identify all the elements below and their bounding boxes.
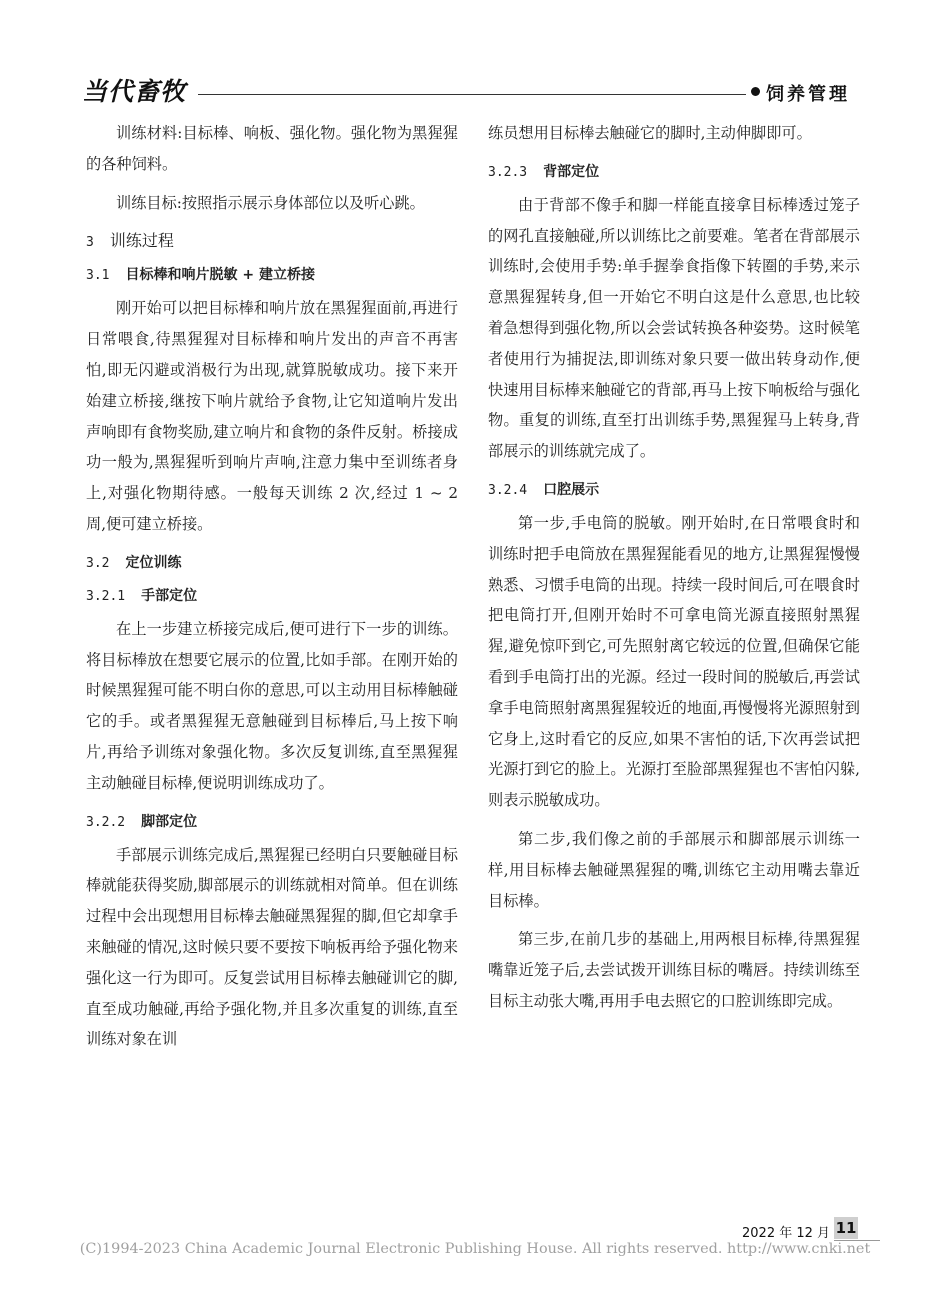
- heading-title: 训练过程: [109, 231, 174, 251]
- heading-title: 定位训练: [125, 554, 182, 571]
- right-column: [488, 118, 860, 1025]
- heading-title: 手部定位: [141, 587, 198, 604]
- heading-number: 3.2.4: [488, 482, 528, 498]
- paragraph-step-two: 第二步,我们像之前的手部展示和脚部展示训练一样,用目标棒去触碰黑猩猩的嘴,训练它主动用嘴去靠近目标棒。: [488, 829, 860, 910]
- heading-title: 背部定位: [543, 163, 600, 180]
- header-rule: [198, 94, 746, 95]
- paragraph-training-goal: 训练目标:按照指示展示身体部位以及听心跳。: [116, 193, 425, 212]
- heading-title: 目标棒和响片脱敏 + 建立桥接: [125, 267, 315, 284]
- section-title: 饲养管理: [766, 84, 850, 105]
- issue-date: 2022 年 12 月: [742, 1226, 831, 1241]
- heading-section-3: [86, 226, 458, 258]
- heading-title: 口腔展示: [543, 481, 600, 498]
- paragraph-step-one: 第一步,手电筒的脱敏。刚开始时,在日常喂食时和训练时把手电筒放在黑猩猩能看见的地方,让黑猩猩慢慢熟悉、习惯手电筒的出现。持续一段时间后,可在喂食时把电筒打开,但刚开始时不可拿电筒光源直接照射黑猩猩,避免惊吓到它,可先照射离它较远的位置,但确保它能看到手电筒打出的光源。经过一段时间的脱敏后,再尝试拿手电筒照射离黑猩猩较近的地面,再慢慢将光源照射到它身上,这时看它的反应,如果不害怕的话,下次再尝试把光源打到它的脸上。光源打至脸部黑猩猩也不害怕闪躲,则表示脱敏成功。: [488, 513, 860, 810]
- heading-section-3-2-4: [488, 475, 860, 506]
- bullet-icon: [751, 87, 760, 96]
- heading-number: 3.2.2: [86, 814, 126, 830]
- journal-logo: 当代畜牧: [82, 77, 187, 106]
- paragraph-hand-targeting: 在上一步建立桥接完成后,便可进行下一步的训练。将目标棒放在想要它展示的位置,比如手部。在刚开始的时候黑猩猩可能不明白你的意思,可以主动用目标棒触碰它的手。或者黑猩猩无意触碰到目标棒后,马上按下响片,再给予训练对象强化物。多次反复训练,直至黑猩猩主动触碰目标棒,便说明训练成功了。: [86, 619, 458, 792]
- heading-section-3-2-3: [488, 157, 860, 188]
- heading-number: 3.1: [86, 268, 110, 284]
- heading-number: 3: [86, 235, 94, 251]
- paragraph-bridging: 刚开始可以把目标棒和响片放在黑猩猩面前,再进行日常喂食,待黑猩猩对目标棒和响片发出的声音不再害怕,即无闪避或消极行为出现,就算脱敏成功。接下来开始建立桥接,继按下响片就给予食物,让它知道响片发出声响即有食物奖励,建立响片和食物的条件反射。桥接成功一般为,黑猩猩听到响片声响,注意力集中至训练者身上,对强化物期待感。一般每天训练 2 次,经过 1 ~ 2 周,便可建立桥接。: [86, 299, 458, 533]
- heading-number: 3.2.3: [488, 164, 528, 180]
- heading-title: 脚部定位: [141, 813, 198, 830]
- paragraph-training-materials: 训练材料:目标棒、响板、强化物。强化物为黑猩猩的各种饲料。: [86, 124, 458, 173]
- left-column: [86, 118, 458, 1063]
- heading-section-3-2-1: [86, 581, 458, 612]
- heading-number: 3.2.1: [86, 588, 126, 604]
- page-number: 11: [835, 1219, 857, 1237]
- heading-section-3-2: [86, 548, 458, 579]
- paragraph-foot-targeting-cont: 练员想用目标棒去触碰它的脚时,主动伸脚即可。: [488, 124, 812, 142]
- paragraph-foot-targeting: 手部展示训练完成后,黑猩猩已经明白只要触碰目标棒就能获得奖励,脚部展示的训练就相对简单。但在训练过程中会出现想用目标棒去触碰黑猩猩的脚,但它却拿手来触碰的情况,这时候只要不要按下响板再给予强化物来强化这一行为即可。反复尝试用目标棒去触碰训它的脚,直至成功触碰,再给予强化物,并且多次重复的训练,直至训练对象在训: [86, 845, 458, 1049]
- copyright-notice: (C)1994-2023 China Academic Journal Electronic Publishing House. All rights reserved. http://www.cnki.net: [79, 1241, 871, 1257]
- heading-number: 3.2: [86, 555, 110, 571]
- paragraph-back-targeting: 由于背部不像手和脚一样能直接拿目标棒透过笼子的网孔直接触碰,所以训练比之前要难。笔者在背部展示训练时,会使用手势:单手握拳食指像下转圈的手势,来示意黑猩猩转身,但一开始它不明白这是什么意思,也比较着急想得到强化物,所以会尝试转换各种姿势。这时候笔者使用行为捕捉法,即训练对象只要一做出转身动作,便快速用目标棒来触碰它的背部,再马上按下响板给与强化物。重复的训练,直至打出训练手势,黑猩猩马上转身,背部展示的训练就完成了。: [488, 195, 860, 461]
- heading-section-3-1: [86, 260, 458, 291]
- paragraph-step-three: 第三步,在前几步的基础上,用两根目标棒,待黑猩猩嘴靠近笼子后,去尝试拨开训练目标的嘴唇。持续训练至目标主动张大嘴,再用手电去照它的口腔训练即完成。: [488, 930, 860, 1010]
- heading-section-3-2-2: [86, 807, 458, 838]
